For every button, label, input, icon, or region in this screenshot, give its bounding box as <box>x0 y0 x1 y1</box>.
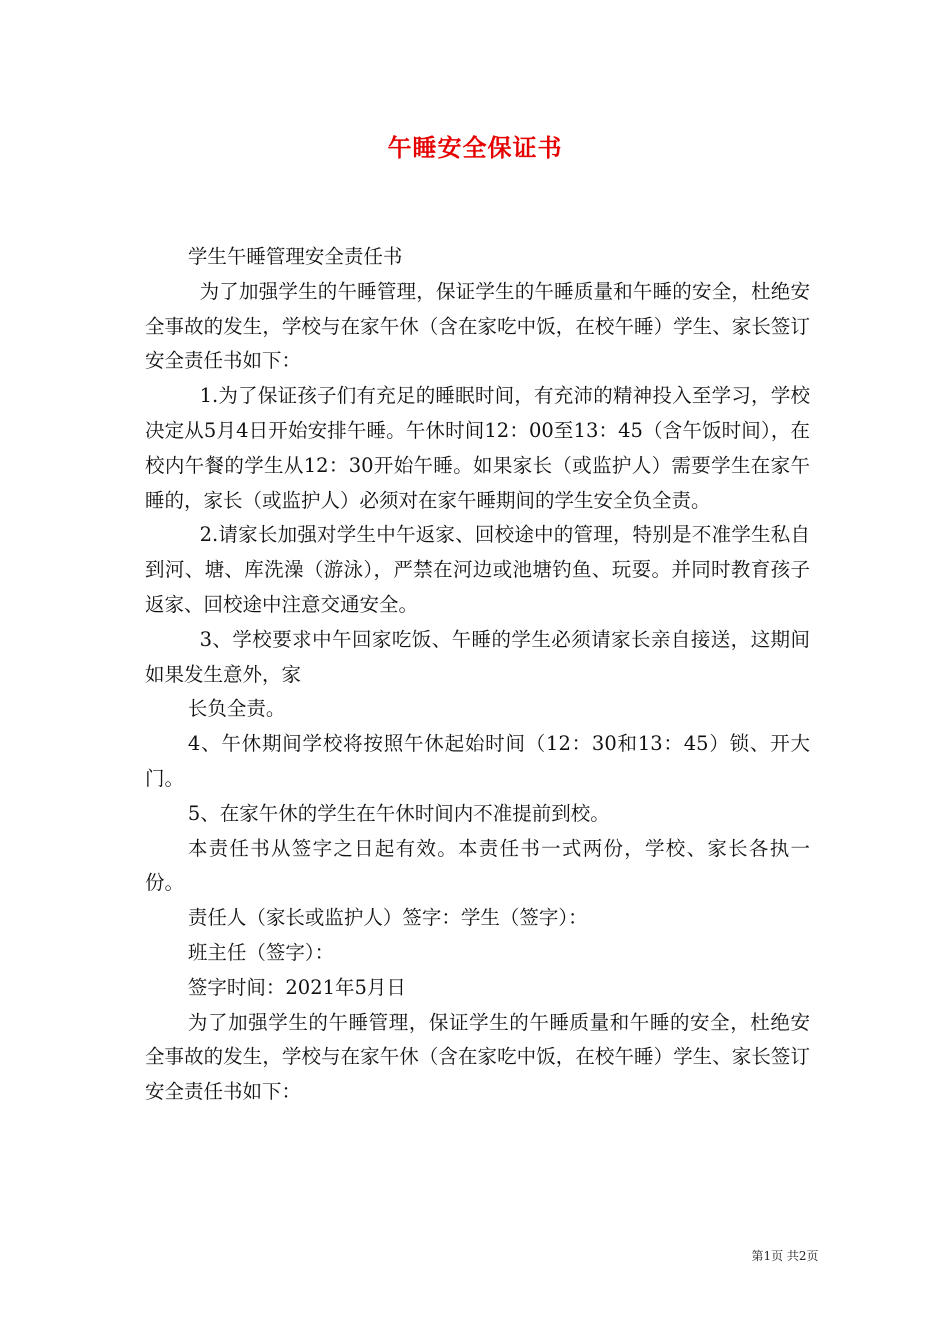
paragraph-intro-repeat: 为了加强学生的午睡管理，保证学生的午睡质量和午睡的安全，杜绝安全事故的发生，学校与在家午休（含在家吃中饭，在校午睡）学生、家长签订安全责任书如下： <box>145 1010 810 1104</box>
document-body <box>145 240 810 1110</box>
page-number: 第1页 共2页 <box>751 1249 819 1263</box>
paragraph-item-2: 2.请家长加强对学生中午返家、回校途中的管理，特别是不准学生私自到河、塘、库洗澡（游泳），严禁在河边或池塘钓鱼、玩耍。并同时教育孩子返家、回校途中注意交通安全。 <box>145 523 810 616</box>
paragraph-item-1: 1.为了保证孩子们有充足的睡眠时间，有充沛的精神投入至学习，学校决定从5月4日开始安排午睡。午休时间12：00至13：45（含午饭时间），在校内午餐的学生从12：30开始午睡。如果家长（或监护人）需要学生在家午睡的，家长（或监护人）必须对在家午睡期间的学生安全负全责。 <box>145 384 810 512</box>
signature-line-guardian: 责任人（家长或监护人）签字：学生（签字）： <box>187 906 588 930</box>
paragraph-validity: 本责任书从签字之日起有效。本责任书一式两份，学校、家长各执一份。 <box>145 836 810 895</box>
paragraph-item-4: 4、午休期间学校将按照午休起始时间（12：30和13：45）锁、开大门。 <box>145 732 810 790</box>
paragraph-heading: 学生午睡管理安全责任书 <box>187 245 403 268</box>
page-title: 午睡安全保证书 <box>387 133 563 162</box>
paragraph-item-3: 3、学校要求中午回家吃饭、午睡的学生必须请家长亲自接送，这期间如果发生意外，家 <box>145 627 810 686</box>
signature-line-teacher: 班主任（签字）： <box>187 940 335 964</box>
paragraph-item-5: 5、在家午休的学生在午休时间内不准提前到校。 <box>187 801 610 825</box>
paragraph-intro: 为了加强学生的午睡管理，保证学生的午睡质量和午睡的安全，杜绝安全事故的发生，学校与在家午休（含在家吃中饭，在校午睡）学生、家长签订安全责任书如下： <box>145 279 810 373</box>
signature-date: 签字时间：2021年5月日 <box>187 975 406 999</box>
paragraph-item-3-continued: 长负全责。 <box>187 697 286 721</box>
